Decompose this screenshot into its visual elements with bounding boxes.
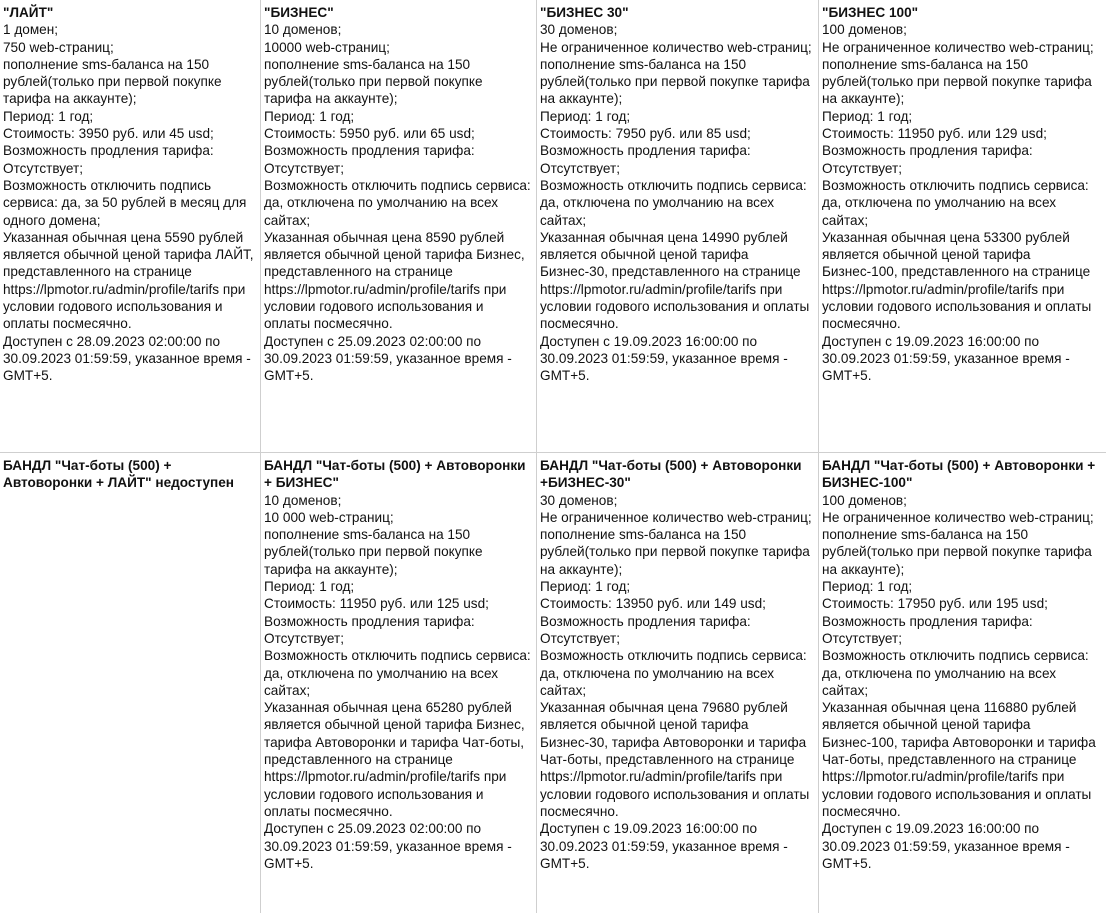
tariff-cell-lite <box>0 0 261 453</box>
tariff-detail: Доступен с 19.09.2023 16:00:00 по 30.09.2023 01:59:59, указанное время - GMT+5. <box>540 333 788 384</box>
tariff-detail: Указанная обычная цена 8590 рублей является обычной ценой тарифа Бизнес, представленного на странице https://lpmotor.ru/admin/profile/tarifs при условии годового использования и оплаты посмесячно. <box>264 229 525 332</box>
tariff-detail: Период: 1 год; <box>540 108 631 124</box>
tariff-detail: Стоимость: 3950 руб. или 45 usd; <box>3 126 214 142</box>
bundle-detail: Возможность продления тарифа: Отсутствует; <box>822 613 1033 646</box>
tariff-detail: пополнение sms-баланса на 150 рублей(только при первой покупке тарифа на аккаунте); <box>3 56 222 107</box>
bundle-detail: Доступен с 19.09.2023 16:00:00 по 30.09.2023 01:59:59, указанное время - GMT+5. <box>822 821 1070 871</box>
tariff-detail: Возможность отключить подпись сервиса: да, отключена по умолчанию на всех сайтах; <box>264 177 531 228</box>
bundle-detail: Возможность отключить подпись сервиса: да, отключена по умолчанию на всех сайтах; <box>540 648 807 698</box>
bundle-detail: Период: 1 год; <box>264 579 355 595</box>
tariff-detail: 100 доменов; <box>822 22 907 38</box>
tariff-detail: Возможность отключить подпись сервиса: да, отключена по умолчанию на всех сайтах; <box>822 177 1089 228</box>
bundle-detail: 10 000 web-страниц; <box>264 509 394 525</box>
tariff-title: "ЛАЙТ" <box>3 5 54 20</box>
bundle-detail: Период: 1 год; <box>540 579 631 595</box>
bundle-title: БАНДЛ "Чат-боты (500) + Автоворонки + ЛАЙТ" недоступен <box>3 458 235 491</box>
tariff-detail: 750 web-страниц; <box>3 39 114 55</box>
bundle-detail: Возможность продления тарифа: Отсутствует; <box>540 613 751 646</box>
bundle-title: БАНДЛ "Чат-боты (500) + Автоворонки + БИЗНЕС-100" <box>822 458 1096 491</box>
bundle-detail: 30 доменов; <box>540 492 618 508</box>
bundle-detail: Указанная обычная цена 116880 рублей является обычной ценой тарифа Бизнес-100, тарифа Автоворонки и тарифа Чат-боты, представленного на странице https://lpmotor.ru/admin/profile/tarifs при условии годового использования и оплаты посмесячно. <box>822 700 1096 819</box>
tariff-detail: 10 доменов; <box>264 22 342 38</box>
tariff-cell-business-30 <box>537 0 819 453</box>
tariff-detail: Указанная обычная цена 5590 рублей является обычной ценой тарифа ЛАЙТ, представленного на странице https://lpmotor.ru/admin/profile/tarifs при условии годового использования и оплаты посмесячно. <box>3 229 254 332</box>
tariff-detail: Возможность продления тарифа: Отсутствует; <box>3 143 214 176</box>
tariff-detail: Возможность продления тарифа: Отсутствует; <box>540 143 751 176</box>
bundle-detail: Указанная обычная цена 65280 рублей является обычной ценой тарифа Бизнес, тарифа Автоворонки и тарифа Чат-боты, представленного на странице https://lpmotor.ru/admin/profile/tarifs при условии годового использования и оплаты посмесячно. <box>264 700 525 819</box>
tariff-detail: Стоимость: 5950 руб. или 65 usd; <box>264 126 475 142</box>
tariff-detail: Доступен с 25.09.2023 02:00:00 по 30.09.2023 01:59:59, указанное время - GMT+5. <box>264 333 512 384</box>
bundle-cell-business <box>261 453 537 913</box>
bundle-detail: Не ограниченное количество web-страниц; <box>540 509 812 525</box>
tariff-detail: пополнение sms-баланса на 150 рублей(только при первой покупке тарифа на аккаунте); <box>822 56 1092 107</box>
tariff-detail: Не ограниченное количество web-страниц; <box>822 39 1094 55</box>
bundle-detail: Доступен с 25.09.2023 02:00:00 по 30.09.2023 01:59:59, указанное время - GMT+5. <box>264 821 512 871</box>
bundle-detail: Возможность продления тарифа: Отсутствует; <box>264 613 475 646</box>
bundle-detail: пополнение sms-баланса на 150 рублей(только при первой покупке тарифа на аккаунте); <box>822 527 1092 577</box>
bundle-cell-business-100 <box>819 453 1106 913</box>
tariff-detail: Стоимость: 11950 руб. или 129 usd; <box>822 126 1047 142</box>
tariff-cell-business <box>261 0 537 453</box>
bundle-detail: Возможность отключить подпись сервиса: да, отключена по умолчанию на всех сайтах; <box>822 648 1089 698</box>
tariff-detail: Доступен с 19.09.2023 16:00:00 по 30.09.2023 01:59:59, указанное время - GMT+5. <box>822 333 1070 384</box>
tariff-detail: Период: 1 год; <box>3 108 94 124</box>
tariff-detail: Возможность продления тарифа: Отсутствует; <box>264 143 475 176</box>
tariff-detail: 1 домен; <box>3 22 59 38</box>
bundle-detail: Стоимость: 11950 руб. или 125 usd; <box>264 596 489 612</box>
tariff-detail: Период: 1 год; <box>264 108 355 124</box>
bundle-detail: пополнение sms-баланса на 150 рублей(только при первой покупке тарифа на аккаунте); <box>264 527 483 577</box>
tariff-detail: пополнение sms-баланса на 150 рублей(только при первой покупке тарифа на аккаунте); <box>540 56 810 107</box>
bundle-title: БАНДЛ "Чат-боты (500) + Автоворонки + БИЗНЕС" <box>264 458 526 491</box>
tariff-detail: Стоимость: 7950 руб. или 85 usd; <box>540 126 751 142</box>
bundle-detail: Период: 1 год; <box>822 579 913 595</box>
bundle-detail: Доступен с 19.09.2023 16:00:00 по 30.09.2023 01:59:59, указанное время - GMT+5. <box>540 821 788 871</box>
bundle-detail: 100 доменов; <box>822 492 907 508</box>
tariff-title: "БИЗНЕС 30" <box>540 5 629 20</box>
tariff-detail: Возможность продления тарифа: Отсутствует; <box>822 143 1033 176</box>
tariff-detail: пополнение sms-баланса на 150 рублей(только при первой покупке тарифа на аккаунте); <box>264 56 483 107</box>
bundle-detail: Стоимость: 17950 руб. или 195 usd; <box>822 596 1048 612</box>
tariff-detail: Не ограниченное количество web-страниц; <box>540 39 812 55</box>
bundle-detail: 10 доменов; <box>264 492 342 508</box>
tariff-detail: Период: 1 год; <box>822 108 913 124</box>
tariff-detail: 30 доменов; <box>540 22 618 38</box>
bundle-detail: Указанная обычная цена 79680 рублей является обычной ценой тарифа Бизнес-30, тарифа Автоворонки и тарифа Чат-боты, представленного на странице https://lpmotor.ru/admin/profile/tarifs при условии годового использования и оплаты посмесячно. <box>540 700 810 819</box>
tariff-detail: 10000 web-страниц; <box>264 39 390 55</box>
tariff-cell-business-100 <box>819 0 1106 453</box>
tariff-detail: Указанная обычная цена 53300 рублей является обычной ценой тарифа Бизнес-100, представленного на странице https://lpmotor.ru/admin/profile/tarifs при условии годового использования и оплаты посмесячно. <box>822 229 1092 332</box>
tariff-detail: Возможность отключить подпись сервиса: да, отключена по умолчанию на всех сайтах; <box>540 177 807 228</box>
tariff-detail: Указанная обычная цена 14990 рублей является обычной ценой тарифа Бизнес-30, представленного на странице https://lpmotor.ru/admin/profile/tarifs при условии годового использования и оплаты посмесячно. <box>540 229 810 332</box>
bundle-title: БАНДЛ "Чат-боты (500) + Автоворонки +БИЗНЕС-30" <box>540 458 802 491</box>
bundle-cell-lite <box>0 453 261 913</box>
bundle-detail: Не ограниченное количество web-страниц; <box>822 509 1094 525</box>
bundle-detail: пополнение sms-баланса на 150 рублей(только при первой покупке тарифа на аккаунте); <box>540 527 810 577</box>
bundle-cell-business-30 <box>537 453 819 913</box>
bundle-detail: Стоимость: 13950 руб. или 149 usd; <box>540 596 766 612</box>
tariff-detail: Доступен с 28.09.2023 02:00:00 по 30.09.2023 01:59:59, указанное время - GMT+5. <box>3 333 251 384</box>
tariff-title: "БИЗНЕС" <box>264 5 334 20</box>
bundle-detail: Возможность отключить подпись сервиса: да, отключена по умолчанию на всех сайтах; <box>264 648 531 698</box>
tariff-title: "БИЗНЕС 100" <box>822 5 919 20</box>
tariff-detail: Возможность отключить подпись сервиса: да, за 50 рублей в месяц для одного домена; <box>3 177 247 228</box>
